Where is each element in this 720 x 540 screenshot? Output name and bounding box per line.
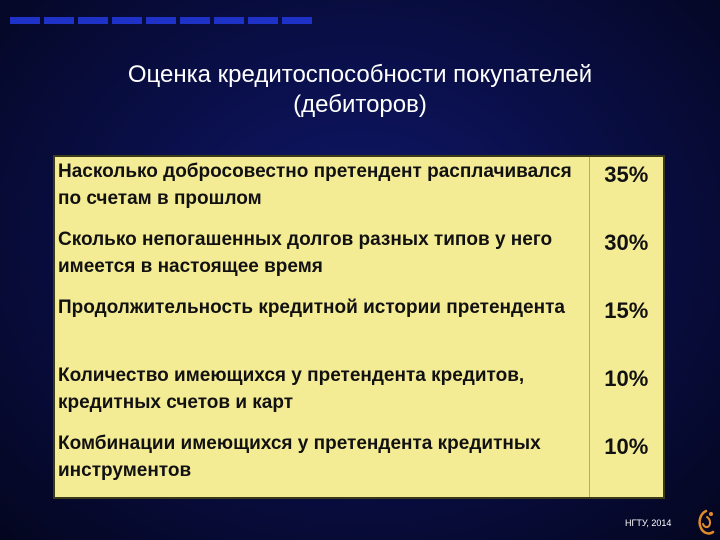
- weight-cell: 10%: [589, 361, 664, 429]
- slide-title-line2: (дебиторов): [293, 91, 427, 118]
- bar-segment: [214, 17, 244, 24]
- bar-segment: [78, 17, 108, 24]
- criterion-cell: Количество имеющихся у претендента кредитов, кредитных счетов и карт: [58, 365, 525, 413]
- bar-segment: [146, 17, 176, 24]
- table-row: [54, 429, 664, 498]
- decorative-top-bar: [10, 17, 312, 24]
- table-row: [54, 156, 664, 225]
- table-row: [54, 293, 664, 361]
- weight-cell: 15%: [589, 293, 664, 361]
- footer-text: НГТУ, 2014: [625, 518, 672, 528]
- weight-cell: 30%: [589, 225, 664, 293]
- criterion-cell: Комбинации имеющихся у претендента кредитных инструментов: [58, 433, 541, 481]
- bar-segment: [282, 17, 312, 24]
- table-row: [54, 225, 664, 293]
- credit-criteria-table: [53, 155, 665, 499]
- criterion-cell: Продолжительность кредитной истории претендента: [58, 297, 565, 318]
- bar-segment: [112, 17, 142, 24]
- bar-segment: [44, 17, 74, 24]
- slide-title-line1: Оценка кредитоспособности покупателей: [127, 61, 593, 88]
- logo-icon: [694, 508, 718, 538]
- table-row: [54, 361, 664, 429]
- bar-segment: [248, 17, 278, 24]
- weight-cell: 35%: [589, 156, 664, 225]
- bar-segment: [10, 17, 40, 24]
- bar-segment: [180, 17, 210, 24]
- criterion-cell: Сколько непогашенных долгов разных типов у него имеется в настоящее время: [58, 229, 553, 277]
- weight-cell: 10%: [589, 429, 664, 498]
- criterion-cell: Насколько добросовестно претендент расплачивался по счетам в прошлом: [58, 161, 572, 209]
- slide-title: [60, 60, 660, 120]
